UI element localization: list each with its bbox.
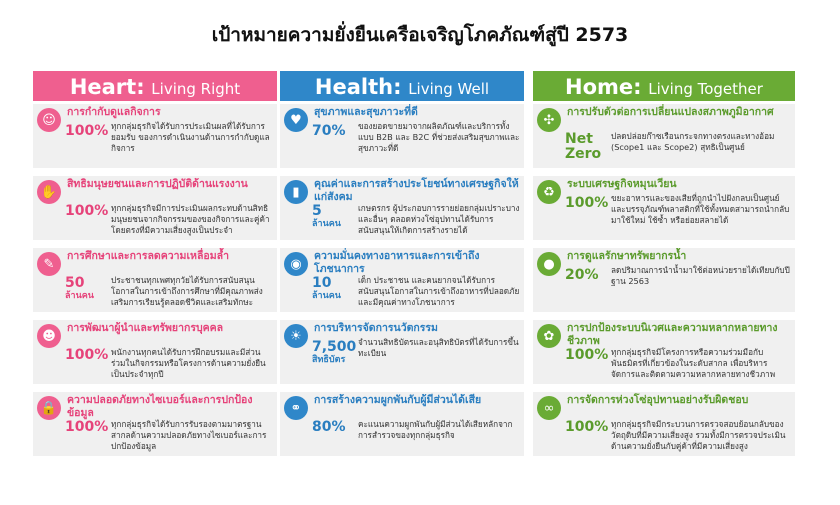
goal-unit: สิทธิบัตร xyxy=(312,355,346,365)
goal-value xyxy=(565,420,608,435)
header-sub: Living Well xyxy=(408,80,490,98)
goal-description: พนักงานทุกคนได้รับการฝึกอบรมและมีส่วนร่วมในกิจกรรมหรือโครงการด้านความยั่งยืน เป็นประจำทุกปี xyxy=(111,347,266,379)
column-health xyxy=(280,71,524,440)
goal-card xyxy=(280,248,524,312)
goal-number: 70% xyxy=(312,123,346,139)
goal-number: 100% xyxy=(65,123,109,139)
goal-number: 10 xyxy=(312,275,332,291)
goal-number: 80% xyxy=(312,419,346,435)
goal-card xyxy=(280,320,524,384)
header-bold: Heart: xyxy=(69,75,145,99)
goal-number: 100% xyxy=(565,347,609,363)
goal-value xyxy=(565,196,608,211)
goal-value xyxy=(312,204,341,230)
column-heart xyxy=(33,71,277,451)
goal-value xyxy=(312,276,341,302)
column-heart-header xyxy=(33,71,277,101)
goal-title: การบริหารจัดการนวัตกรรม xyxy=(314,322,438,334)
goal-card xyxy=(33,104,277,168)
people-icon: ☺ xyxy=(37,108,61,132)
goal-value xyxy=(565,132,609,162)
goal-number: 7,500 xyxy=(312,339,357,355)
goal-title: ระบบเศรษฐกิจหมุนเวียน xyxy=(567,178,677,190)
column-home-header xyxy=(533,71,795,101)
goal-value xyxy=(565,268,599,283)
goal-description: ทุกกลุ่มธุรกิจมีการประเมินผลกระทบด้านสิทธิมนุษยชนจากกิจกรรมของของกิจการและคู่ค้าโดยตรงที่มีความเสี่ยงสูงเป็นประจำ xyxy=(111,203,270,235)
goal-title: การสร้างความผูกพันกับผู้มีส่วนได้เสีย xyxy=(314,394,482,406)
goal-value xyxy=(312,420,346,435)
goal-card xyxy=(533,248,795,312)
page-title: เป้าหมายความยั่งยืนเครือเจริญโภคภัณฑ์สู่ปี 2573 xyxy=(211,24,629,46)
goal-title: ความปลอดภัยทางไซเบอร์และการปกป้องข้อมูล xyxy=(67,394,253,419)
goal-number: 20% xyxy=(565,267,599,283)
goal-description: จำนวนสิทธิบัตรและอนุสิทธิบัตรที่ได้รับการขึ้นทะเบียน xyxy=(358,337,519,358)
goal-value xyxy=(312,124,346,139)
goal-title: สุขภาพและสุขภาวะที่ดี xyxy=(314,106,418,118)
heart-pulse-icon: ♥ xyxy=(284,108,308,132)
recycle-icon: ♻ xyxy=(537,180,561,204)
water-drop-icon: ● xyxy=(537,252,561,276)
hand-icon: ✋ xyxy=(37,180,61,204)
goal-value xyxy=(65,204,108,219)
goal-description: ทุกกลุ่มธุรกิจได้รับการรับรองตามมาตรฐานสากลด้านความปลอดภัยทางไซเบอร์และการปกป้องข้อมูล xyxy=(111,419,267,451)
goal-number: 5 xyxy=(312,203,322,219)
graduation-cap-icon: ✎ xyxy=(37,252,61,276)
goal-card xyxy=(280,176,524,240)
goal-card xyxy=(33,176,277,240)
goal-description: ของยอดขายมาจากผลิตภัณฑ์และบริการทั้งแบบ B2B และ B2C ที่ช่วยส่งเสริมสุขภาพและสุขภาวะที่ดี xyxy=(358,121,520,153)
goal-card xyxy=(533,176,795,240)
goal-description: ทุกกลุ่มธุรกิจมีโครงการหรือความร่วมมือกับพันธมิตรที่เกี่ยวข้องในระดับสากล เพื่อบริหารจัดการและติดตามความหลากหลายทางชีวภาพ xyxy=(611,347,776,379)
header-sub: Living Together xyxy=(648,80,763,98)
goal-title: การปกป้องระบบนิเวศและความหลากหลายทางชีวภาพ xyxy=(567,322,778,347)
goal-title: การปรับตัวต่อการเปลี่ยนแปลงสภาพภูมิอากาศ xyxy=(567,106,774,118)
goal-title: การศึกษาและการลดความเหลื่อมล้ำ xyxy=(67,250,229,262)
goal-title: การกำกับดูแลกิจการ xyxy=(67,106,161,118)
goal-description: คะแนนความผูกพันกับผู้มีส่วนได้เสียหลักจากการสำรวจของทุกกลุ่มธุรกิจ xyxy=(358,419,513,440)
goal-description: ลดปริมาณการนำน้ำมาใช้ต่อหน่วยรายได้เทียบกับปีฐาน 2563 xyxy=(611,265,790,286)
goal-card xyxy=(33,392,277,456)
goal-value xyxy=(565,348,608,363)
header-bold: Home: xyxy=(565,75,642,99)
goal-description: ทุกกลุ่มธุรกิจได้รับการประเมินผลที่ได้รับการยอมรับ ของการดำเนินงานด้านการกำกับดูแลกิจการ xyxy=(111,121,270,153)
goal-number: 100% xyxy=(565,195,609,211)
goal-card xyxy=(533,392,795,456)
goal-number: 100% xyxy=(65,419,109,435)
lightbulb-icon: ☀ xyxy=(284,324,308,348)
goal-value xyxy=(312,340,356,366)
bar-chart-icon: ▮ xyxy=(284,180,308,204)
infinity-icon: ∞ xyxy=(537,396,561,420)
goal-number: Net Zero xyxy=(565,131,602,162)
goal-card xyxy=(280,104,524,168)
wind-turbine-icon: ✣ xyxy=(537,108,561,132)
goal-value xyxy=(65,124,108,139)
goal-value xyxy=(65,348,108,363)
goal-card xyxy=(33,248,277,312)
goal-description: ปลดปล่อยก๊าซเรือนกระจกทางตรงและทางอ้อม (Scope1 และ Scope2) สุทธิเป็นศูนย์ xyxy=(611,131,775,152)
goal-unit: ล้านคน xyxy=(312,219,341,229)
goal-card xyxy=(533,104,795,168)
header-sub: Living Right xyxy=(151,80,241,98)
goal-title: คุณค่าและการสร้างประโยชน์ทางเศรษฐกิจให้แก่สังคม xyxy=(314,178,519,203)
goal-card xyxy=(280,392,524,456)
lock-icon: 🔒 xyxy=(37,396,61,420)
column-health-header xyxy=(280,71,524,101)
goal-number: 50 xyxy=(65,275,85,291)
goal-description: ประชาชนทุกเพศทุกวัยได้รับการสนับสนุนโอกาสในการเข้าถึงการศึกษาที่มีคุณภาพส่งเสริมการเรียนรู้ตลอดชีวิตและเสริมทักษะ xyxy=(111,275,263,307)
goal-number: 100% xyxy=(65,203,109,219)
goal-unit: ล้านคน xyxy=(312,291,341,301)
goal-title: การดูแลรักษาทรัพยากรน้ำ xyxy=(567,250,687,262)
goal-description: ขยะอาหารและของเสียที่ถูกนำไปฝังกลบเป็นศูนย์และบรรจุภัณฑ์พลาสติกที่ใช้ทั้งหมดสามารถนำกลับมาใช้ใหม่ ใช้ซ้ำ หรือย่อยสลายได้ xyxy=(611,193,790,225)
header-bold: Health: xyxy=(314,75,402,99)
sprout-icon: ✿ xyxy=(537,324,561,348)
goal-card xyxy=(33,320,277,384)
goal-number: 100% xyxy=(65,347,109,363)
goal-title: การพัฒนาผู้นำและทรัพยากรบุคคล xyxy=(67,322,224,334)
plate-icon: ◉ xyxy=(284,252,308,276)
goal-description: เกษตรกร ผู้ประกอบการรายย่อยกลุ่มเปราะบาง และอื่นๆ ตลอดห่วงโซ่อุปทานได้รับการสนับสนุนให้เกิดการสร้างรายได้ xyxy=(358,203,520,235)
goal-number: 100% xyxy=(565,419,609,435)
goal-value xyxy=(65,276,94,302)
goal-card xyxy=(533,320,795,384)
handshake-icon: ⚭ xyxy=(284,396,308,420)
goal-description: เด็ก ประชาชน และคนยากจนได้รับการสนับสนุนโอกาสในการเข้าถึงอาหารที่ปลอดภัยและมีคุณค่าทางโภชนาการ xyxy=(358,275,520,307)
goal-value xyxy=(65,420,108,435)
team-icon: ☻ xyxy=(37,324,61,348)
column-home xyxy=(533,71,795,451)
goal-title: ความมั่นคงทางอาหารและการเข้าถึงโภชนาการ xyxy=(314,250,480,275)
goal-unit: ล้านคน xyxy=(65,291,94,301)
goal-description: ทุกกลุ่มธุรกิจมีกระบวนการตรวจสอบย้อนกลับของวัตถุดิบที่มีความเสี่ยงสูง รวมทั้งมีการตรวจประเมินด้านความยั่งยืนกับคู่ค้าที่มีความเสี่ยงสูง xyxy=(611,419,786,451)
goal-title: การจัดการห่วงโซ่อุปทานอย่างรับผิดชอบ xyxy=(567,394,749,406)
goal-title: สิทธิมนุษยชนและการปฏิบัติด้านแรงงาน xyxy=(67,178,248,190)
